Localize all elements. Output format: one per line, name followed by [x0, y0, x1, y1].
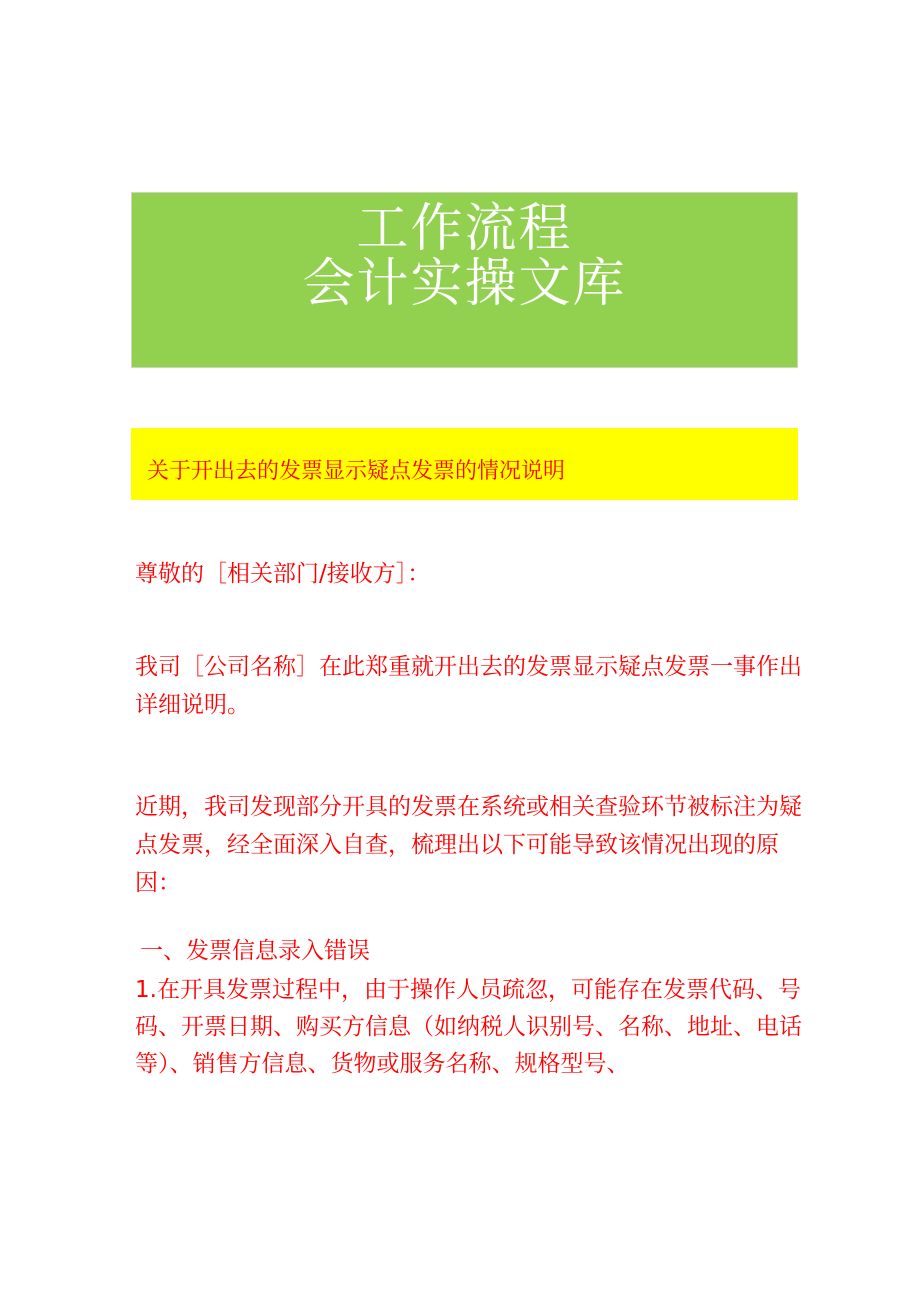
salutation: 尊敬的［相关部门/接收方］： [135, 561, 431, 587]
title-banner [131, 192, 798, 368]
banner-title-line1: 工作流程 [356, 199, 573, 259]
section-heading-1: 一、发票信息录入错误 [140, 938, 370, 964]
banner-title-line2: 会计实操文库 [302, 254, 627, 314]
intro-paragraph: 我司［公司名称］在此郑重就开出去的发票显示疑点发票一事作出详细说明。 [135, 654, 802, 718]
subject-bar [131, 428, 798, 500]
section-1-item-1: 1.在开具发票过程中，由于操作人员疏忽，可能存在发票代码、号码、开票日期、购买方信息（如纳税人识别号、名称、地址、电话等）、销售方信息、货物或服务名称、规格型号、 [135, 977, 802, 1077]
document-subject: 关于开出去的发票显示疑点发票的情况说明 [147, 459, 566, 484]
background-paragraph: 近期，我司发现部分开具的发票在系统或相关查验环节被标注为疑点发票，经全面深入自查，梳理出以下可能导致该情况出现的原因： [135, 794, 802, 896]
